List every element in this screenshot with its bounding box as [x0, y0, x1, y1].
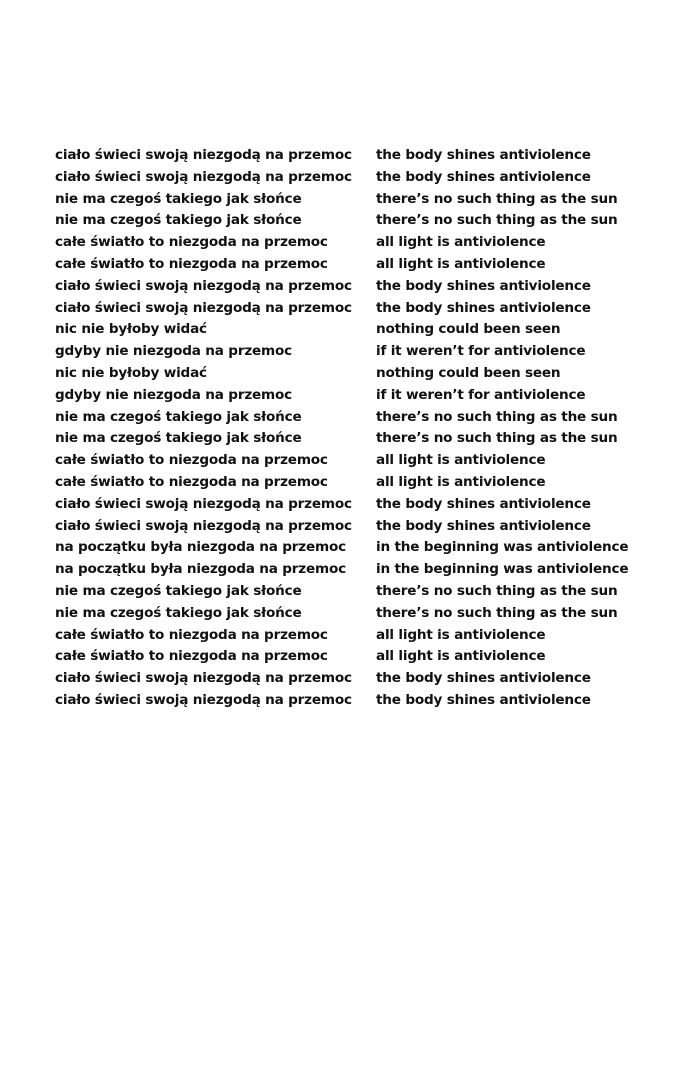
polish-line: nie ma czegoś takiego jak słońce [55, 430, 302, 447]
poem-line [0, 254, 694, 276]
polish-line: całe światło to niezgoda na przemoc [55, 473, 328, 490]
polish-line: ciało świeci swoją niezgodą na przemoc [55, 147, 352, 163]
polish-line: nie ma czegoś takiego jak słońce [55, 408, 302, 425]
poem-line [0, 625, 694, 647]
poem-line [0, 494, 694, 516]
polish-line: nie ma czegoś takiego jak słońce [55, 604, 302, 621]
poem-line [0, 428, 694, 450]
english-line: in the beginning was antiviolence [376, 539, 629, 556]
poem-line [0, 646, 694, 668]
poem-line [0, 690, 694, 712]
poem-line [0, 385, 694, 407]
english-line: there’s no such thing as the sun [376, 408, 618, 425]
polish-line: nic nie byłoby widać [55, 321, 207, 338]
poem-line [0, 298, 694, 320]
polish-line: całe światło to niezgoda na przemoc [55, 626, 328, 643]
poem-line [0, 668, 694, 690]
poem-line [0, 232, 694, 254]
english-line: there’s no such thing as the sun [376, 582, 618, 599]
english-line: all light is antiviolence [376, 255, 546, 272]
poem-line [0, 363, 694, 385]
poem-line [0, 319, 694, 341]
english-line: all light is antiviolence [376, 473, 546, 490]
english-line: in the beginning was antiviolence [376, 561, 629, 578]
polish-line: nie ma czegoś takiego jak słońce [55, 582, 302, 599]
poem-line [0, 450, 694, 472]
english-line: nothing could been seen [376, 321, 561, 338]
polish-line: całe światło to niezgoda na przemoc [55, 452, 328, 469]
polish-line: ciało świeci swoją niezgodą na przemoc [55, 168, 352, 185]
poem-line [0, 581, 694, 603]
polish-line: ciało świeci swoją niezgodą na przemoc [55, 277, 352, 294]
polish-line: gdyby nie niezgoda na przemoc [55, 343, 293, 360]
polish-line: ciało świeci swoją niezgodą na przemoc [55, 691, 352, 708]
poem-line [0, 341, 694, 363]
english-line: the body shines antiviolence [376, 691, 591, 708]
polish-line: ciało świeci swoją niezgodą na przemoc [55, 495, 352, 512]
english-line: the body shines antiviolence [376, 277, 591, 294]
english-line: the body shines antiviolence [376, 147, 591, 163]
polish-line: ciało świeci swoją niezgodą na przemoc [55, 517, 352, 534]
poem-line [0, 210, 694, 232]
poem-line [0, 559, 694, 581]
polish-line: całe światło to niezgoda na przemoc [55, 648, 328, 665]
poem-line [0, 167, 694, 189]
english-line: there’s no such thing as the sun [376, 430, 618, 447]
poem-line [0, 516, 694, 538]
english-line: the body shines antiviolence [376, 168, 591, 185]
polish-line: ciało świeci swoją niezgodą na przemoc [55, 299, 352, 316]
polish-line: gdyby nie niezgoda na przemoc [55, 386, 293, 403]
english-line: the body shines antiviolence [376, 517, 591, 534]
english-line: the body shines antiviolence [376, 299, 591, 316]
english-line: the body shines antiviolence [376, 495, 591, 512]
polish-line: całe światło to niezgoda na przemoc [55, 234, 328, 251]
english-line: all light is antiviolence [376, 648, 546, 665]
english-line: all light is antiviolence [376, 452, 546, 469]
english-line: if it weren’t for antiviolence [376, 343, 586, 360]
poem-line [0, 537, 694, 559]
english-line: there’s no such thing as the sun [376, 604, 618, 621]
polish-line: nic nie byłoby widać [55, 364, 207, 381]
poem-line [0, 603, 694, 625]
polish-line: na początku była niezgoda na przemoc [55, 561, 346, 578]
english-line: there’s no such thing as the sun [376, 190, 618, 207]
english-line: there’s no such thing as the sun [376, 212, 618, 229]
poem-line [0, 276, 694, 298]
polish-line: na początku była niezgoda na przemoc [55, 539, 346, 556]
bilingual-poem [0, 145, 694, 712]
polish-line: całe światło to niezgoda na przemoc [55, 255, 328, 272]
poem-line [0, 145, 694, 167]
poem-line [0, 189, 694, 211]
polish-line: ciało świeci swoją niezgodą na przemoc [55, 670, 352, 687]
english-line: all light is antiviolence [376, 234, 546, 251]
polish-line: nie ma czegoś takiego jak słońce [55, 190, 302, 207]
english-line: all light is antiviolence [376, 626, 546, 643]
english-line: nothing could been seen [376, 364, 561, 381]
poem-line [0, 472, 694, 494]
poem-line [0, 407, 694, 429]
polish-line: nie ma czegoś takiego jak słońce [55, 212, 302, 229]
english-line: the body shines antiviolence [376, 670, 591, 687]
english-line: if it weren’t for antiviolence [376, 386, 586, 403]
